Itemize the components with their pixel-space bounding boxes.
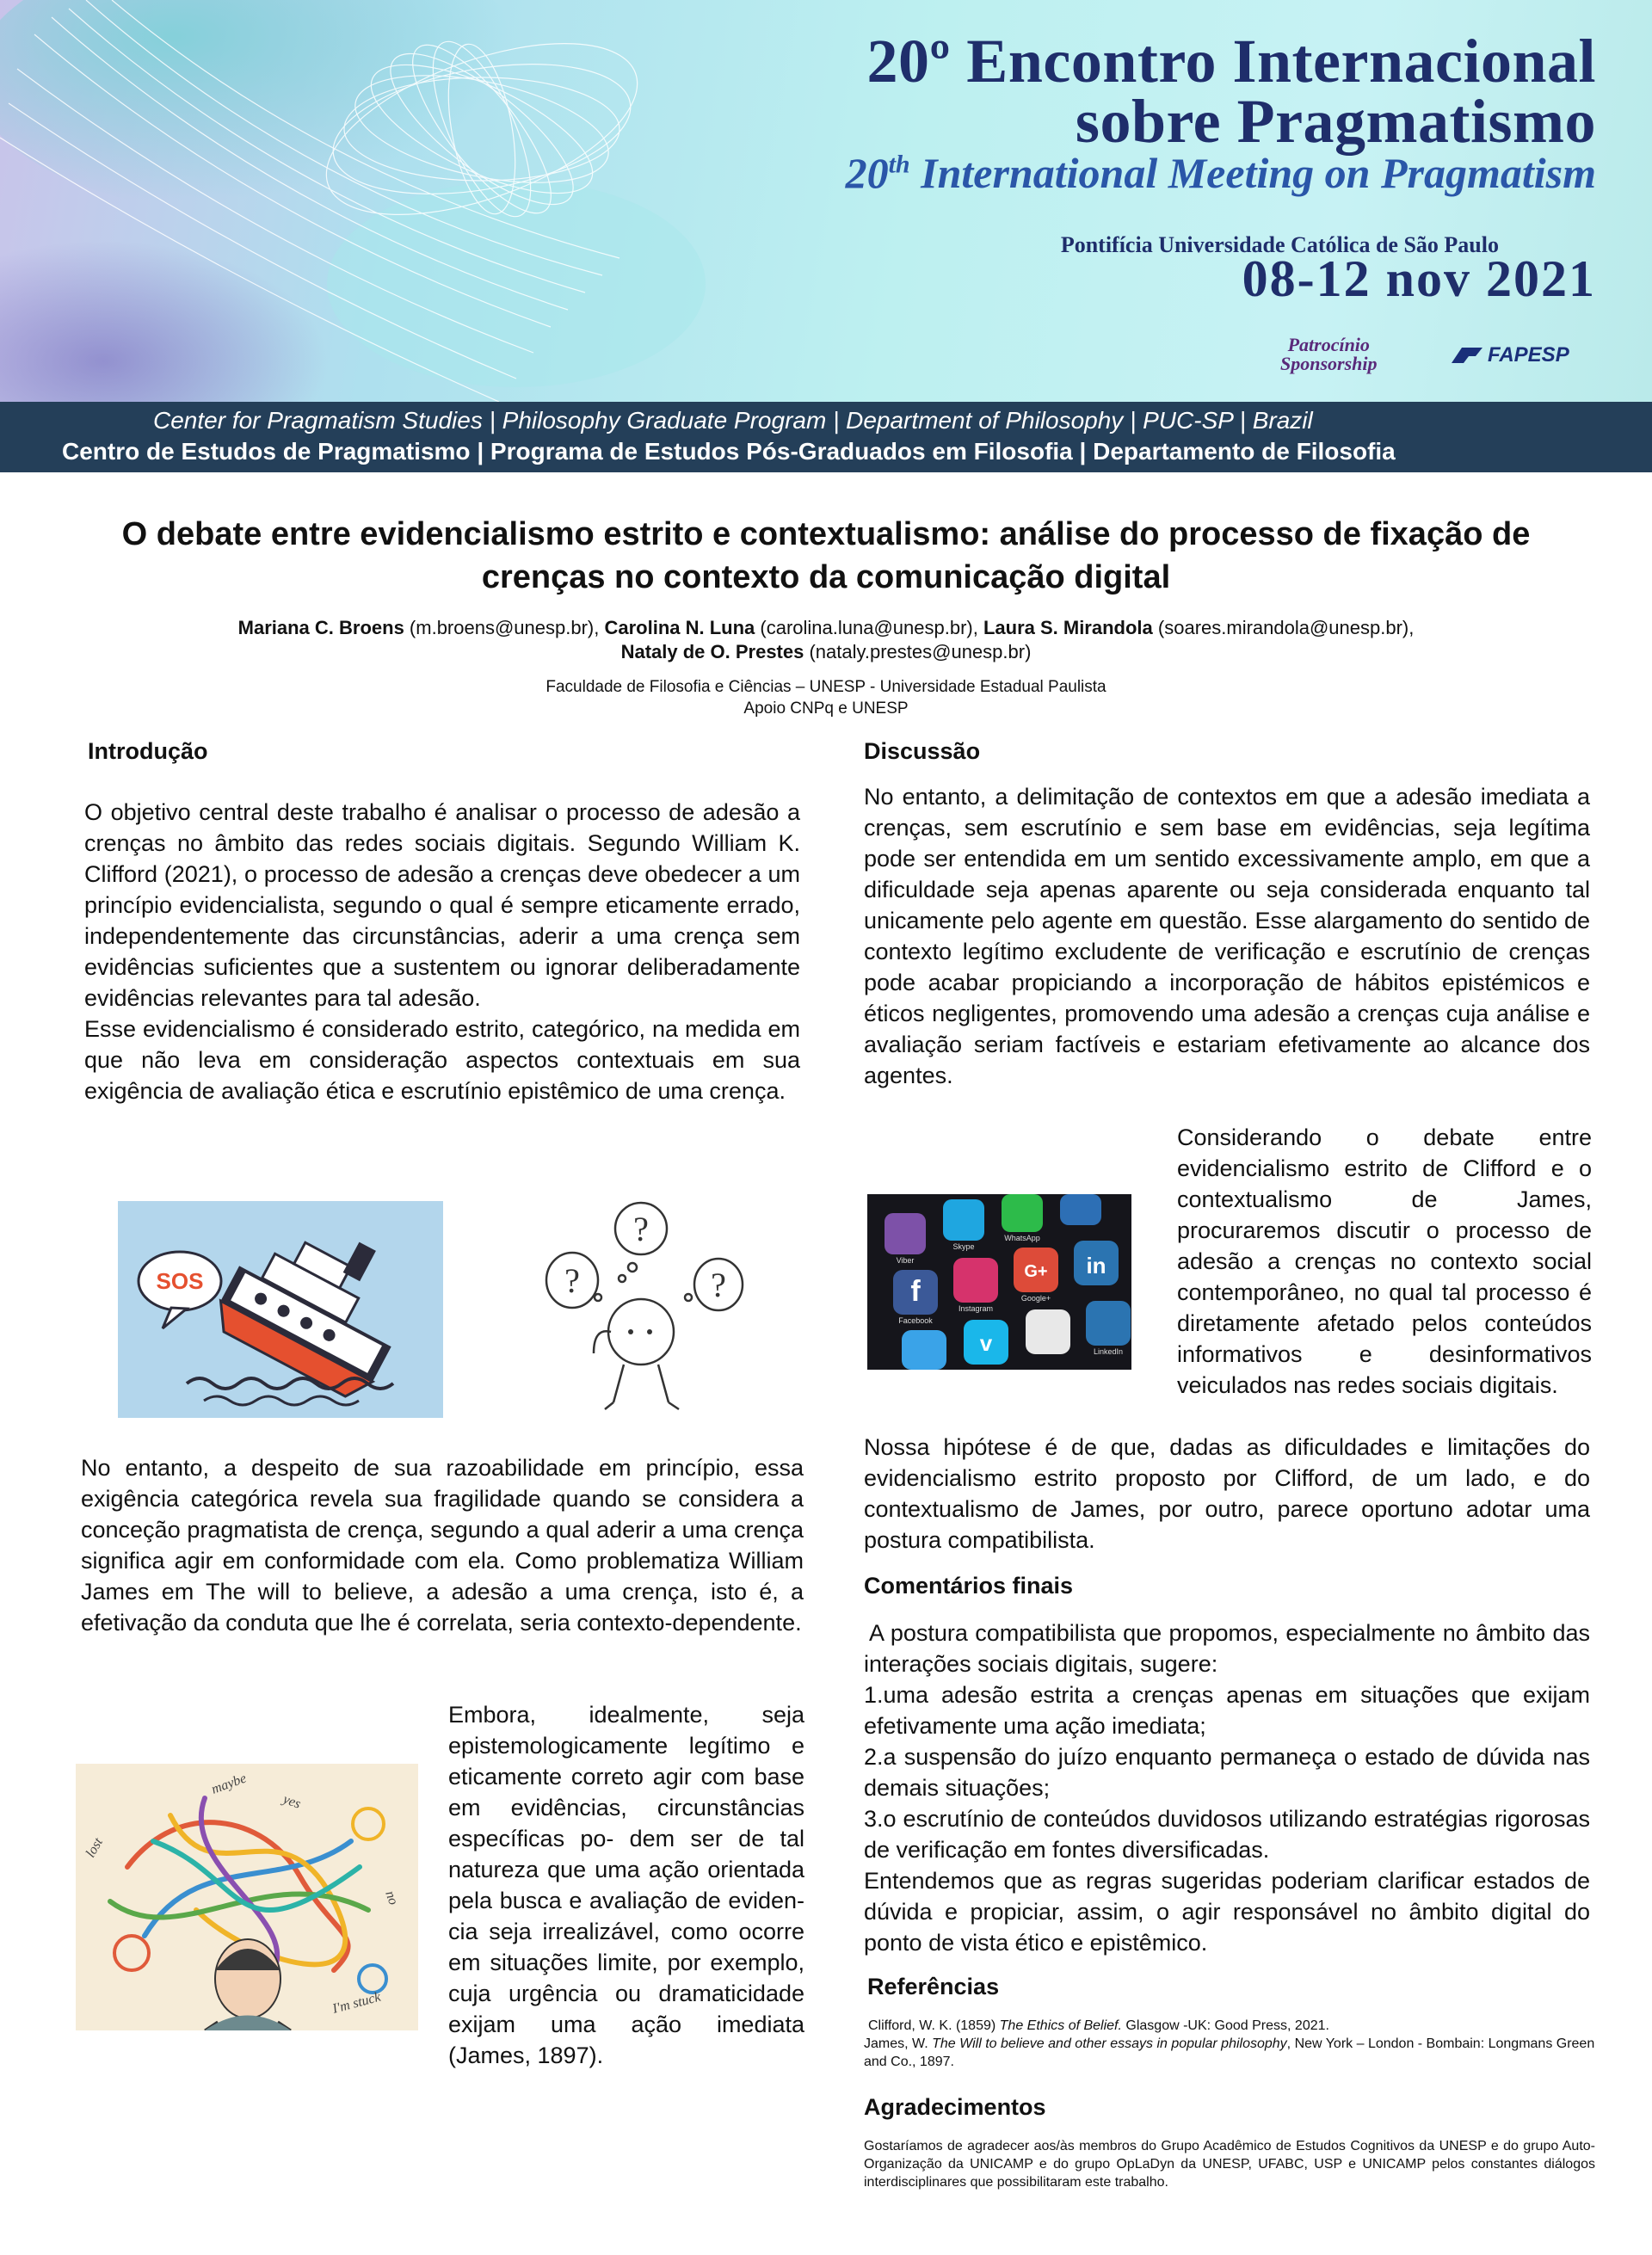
- sos-label: SOS: [156, 1268, 204, 1294]
- intro-pragmatism-text: No entanto, a despeito de sua razoabilidade em princípio, essa exigência categórica revela sua fragilidade quando se considera a conceção pragmatista de crença, segundo a qual aderir a uma crença significa agir em conformidade com ela. Como problematiza William James em The will to believe, a adesão a uma crença, isto é, a efetivação da conduta que lhe é correlata, seria contexto-dependente.: [81, 1455, 804, 1636]
- sinking-ship-illustration: [118, 1201, 443, 1418]
- author-email: (soares.mirandola@unesp.br),: [1152, 617, 1415, 638]
- acknowledgements-text: Gostaríamos de agradecer aos/às membros do Grupo Acadêmico de Estudos Cognitivos da UNESP e do grupo Auto-Organização da UNICAMP e do grupo OpLaDyn da UNESP, UFABC, USP e UNICAMP pelos constantes diálogos interdisciplinares que possibilitaram este trabalho.: [864, 2139, 1595, 2190]
- tangled-lines-icon: [76, 1764, 418, 2030]
- institution-line-pt: Centro de Estudos de Pragmatismo | Programa de Estudos Pós-Graduados em Filosofia | Departamento de Filosofia: [62, 438, 1396, 465]
- paper-title: O debate entre evidencialismo estrito e contextualismo: análise do processo de fixação de crenças no contexto da comunicação digital: [121, 516, 1531, 595]
- discussion-hypothesis-text: Nossa hipótese é de que, dadas as dificuldades e limitações do evidencialismo estrito proposto por Clifford, de um lado, e do contextualismo de James, por outro, parece oportuno adotar uma postura compatibilista.: [864, 1434, 1590, 1553]
- author-email: (nataly.prestes@unesp.br): [804, 641, 1032, 662]
- intro-limit-situations-text: Embora, idealmente, seja epistemologicamente legítimo e eticamente correto agir com base em evidências, circunstâncias específicas po- dem ser de tal natureza que uma ação orientada pela busca e avaliação de eviden- cia seja irrealizável, como ocorre em situações limite, por exemplo, cuja urgência ou dramaticidade exijam uma ação imediata (James, 1897).: [448, 1702, 804, 2068]
- doodle-word: no: [382, 1888, 401, 1907]
- app-icons-grid: [867, 1194, 1131, 1370]
- doodle-word: yes: [280, 1791, 303, 1812]
- intro-text: O objetivo central deste trabalho é analisar o processo de adesão a crenças no âmbito das redes sociais digitais. Segundo William K. Clifford (2021), o processo de adesão a crenças deve obedecer a um princípio evidencialista, segundo o qual é sempre eticamente errado, independentemente das circunstâncias, aderir a uma crença sem evidências suficientes que a sustentem ou ignorar deliberadamente evidências relevantes para tal adesão. Esse evidencialismo é considerado estrito, categórico, na medida em que não leva em consideração aspectos contextuais em sua exigência de avaliação ética e escrutínio epistêmico de uma crença.: [84, 799, 800, 1104]
- funding-support: Apoio CNPq e UNESP: [743, 699, 909, 718]
- app-label: WhatsApp: [1004, 1234, 1040, 1242]
- app-label: Viber: [896, 1256, 915, 1265]
- twitter-icon: [1060, 1194, 1101, 1225]
- suggestion-item: 3.o escrutínio de conteúdos duvidosos utilizando estratégias rigorosas de verificação em fontes diversificadas.: [864, 1806, 1590, 1863]
- final-comments-heading: Comentários finais: [864, 1573, 1074, 1599]
- fapesp-mark-icon: [1450, 344, 1484, 367]
- question-mark-icon: [521, 1177, 763, 1435]
- svg-text:G+: G+: [1024, 1262, 1048, 1281]
- affiliation: Faculdade de Filosofia e Ciências – UNESP - Universidade Estadual Paulista Apoio CNPq e UNESP: [52, 676, 1600, 719]
- viber-icon: [885, 1213, 926, 1254]
- banner-university: Pontifícia Universidade Católica de São Paulo: [1060, 232, 1499, 257]
- author-email: (carolina.luna@unesp.br),: [755, 617, 983, 638]
- institution-line-en: Center for Pragmatism Studies | Philosophy Graduate Program | Department of Philosophy | PUC-SP | Brazil: [153, 407, 1313, 434]
- doodle-word: I'm stuck: [330, 1989, 383, 2017]
- app-label: LinkedIn: [1093, 1347, 1124, 1356]
- social-media-apps-photo: [867, 1194, 1131, 1370]
- sponsorship-label: Patrocínio Sponsorship: [1280, 334, 1378, 374]
- svg-text:?: ?: [564, 1261, 580, 1300]
- author-name: Laura S. Mirandola: [983, 617, 1153, 638]
- doodle-word: lost: [83, 1835, 107, 1860]
- svg-text:?: ?: [711, 1266, 726, 1304]
- acknowledgements-heading: Agradecimentos: [864, 2094, 1046, 2120]
- fapesp-logo: FAPESP: [1450, 341, 1592, 370]
- svg-text:v: v: [979, 1330, 993, 1356]
- app-label: Google+: [1020, 1294, 1051, 1303]
- reference-list: [864, 2017, 1595, 2071]
- app-label: Instagram: [958, 1304, 994, 1313]
- author-name: Carolina N. Luna: [604, 617, 755, 638]
- tangled-thoughts-illustration: [76, 1764, 418, 2030]
- institution-bar: [0, 402, 1652, 472]
- svg-text:in: in: [1086, 1253, 1106, 1278]
- final-comments-text: A postura compatibilista que propomos, especialmente no âmbito das interações sociais digitais, sugere: 1.uma adesão estrita a crenças apenas em situações que exijam efetivamente uma ação imediata; 2.a suspensão do juízo enquanto permaneça o estado de dúvida nas demais situações; 3.o escrutínio de conteúdos duvidosos utilizando estratégias rigorosas de verificação em fontes diversificadas. Entendemos que as regras sugeridas poderiam clarificar estados de dúvida e propiciar, assim, o agir responsável no âmbito digital do ponto de vista ético e epistêmico.: [864, 1620, 1590, 1956]
- author-name: Mariana C. Broens: [237, 617, 404, 638]
- sinking-ship-icon: [118, 1201, 443, 1418]
- banner-title-en: 20th International Meeting on Pragmatism: [845, 149, 1596, 197]
- reference-item: Clifford, W. K. (1859) The Ethics of Belief. Glasgow -UK: Good Press, 2021.: [868, 2018, 1329, 2033]
- reference-item: James, W. The Will to believe and other essays in popular philosophy, New York – London - Bombain: Longmans Green and Co., 1897.: [864, 2036, 1595, 2069]
- app-label: Facebook: [898, 1316, 933, 1325]
- doodle-word: maybe: [209, 1771, 249, 1797]
- author-name: Nataly de O. Prestes: [620, 641, 804, 662]
- conference-banner: [0, 0, 1652, 402]
- banner-dates: 08-12 nov 2021: [1242, 250, 1596, 307]
- author-email: (m.broens@unesp.br),: [404, 617, 605, 638]
- author-list: [52, 616, 1600, 664]
- whatsapp-icon: [1002, 1194, 1043, 1232]
- wireframe-swirl-graphic: [0, 0, 774, 402]
- discussion-text: No entanto, a delimitação de contextos em que a adesão imediata a crenças, sem escrutínio e sem base em evidências, seja legítima pode ser entendida em um sentido excessivamente amplo, em que a dificuldade seja apenas aparente ou seja considerada enquanto tal unicamente pelo agente em questão. Esse alargamento do sentido de contexto legítimo excludente de verificação e escrutínio de crenças pode acabar propiciando a incorporação de hábitos epistémicos e éticos negligentes, promovendo uma adesão a crenças cuja análise e avaliação seriam factíveis e estariam efetivamente ao alcance dos agentes.: [864, 784, 1590, 1088]
- confused-person-doodle: [521, 1177, 763, 1435]
- svg-text:?: ?: [633, 1210, 649, 1248]
- app-label: Skype: [952, 1242, 975, 1251]
- references-heading: Referências: [867, 1974, 1000, 1999]
- banner-title-pt-line1: 20º Encontro Internacional: [866, 27, 1596, 95]
- banner-title-pt-line2: sobre Pragmatismo: [1075, 87, 1596, 156]
- intro-heading: Introdução: [88, 738, 208, 764]
- skype-icon: [943, 1199, 984, 1241]
- instagram-icon: [953, 1258, 998, 1303]
- suggestion-item: 2.a suspensão do juízo enquanto permaneça o estado de dúvida nas demais situações;: [864, 1744, 1590, 1801]
- svg-text:f: f: [910, 1275, 921, 1308]
- discussion-heading: Discussão: [864, 738, 981, 764]
- discussion-debate-text: Considerando o debate entre evidencialismo estrito de Clifford e o contextualismo de James, procuraremos discutir o processo de adesão a crenças no contexto social contemporâneo, no qual tal processo é diretamente afetado pelos conteúdos informativos e desinformativos veiculados nas redes sociais digitais.: [1177, 1124, 1592, 1398]
- suggestion-item: 1.uma adesão estrita a crenças apenas em situações que exijam efetivamente uma ação imediata;: [864, 1682, 1590, 1739]
